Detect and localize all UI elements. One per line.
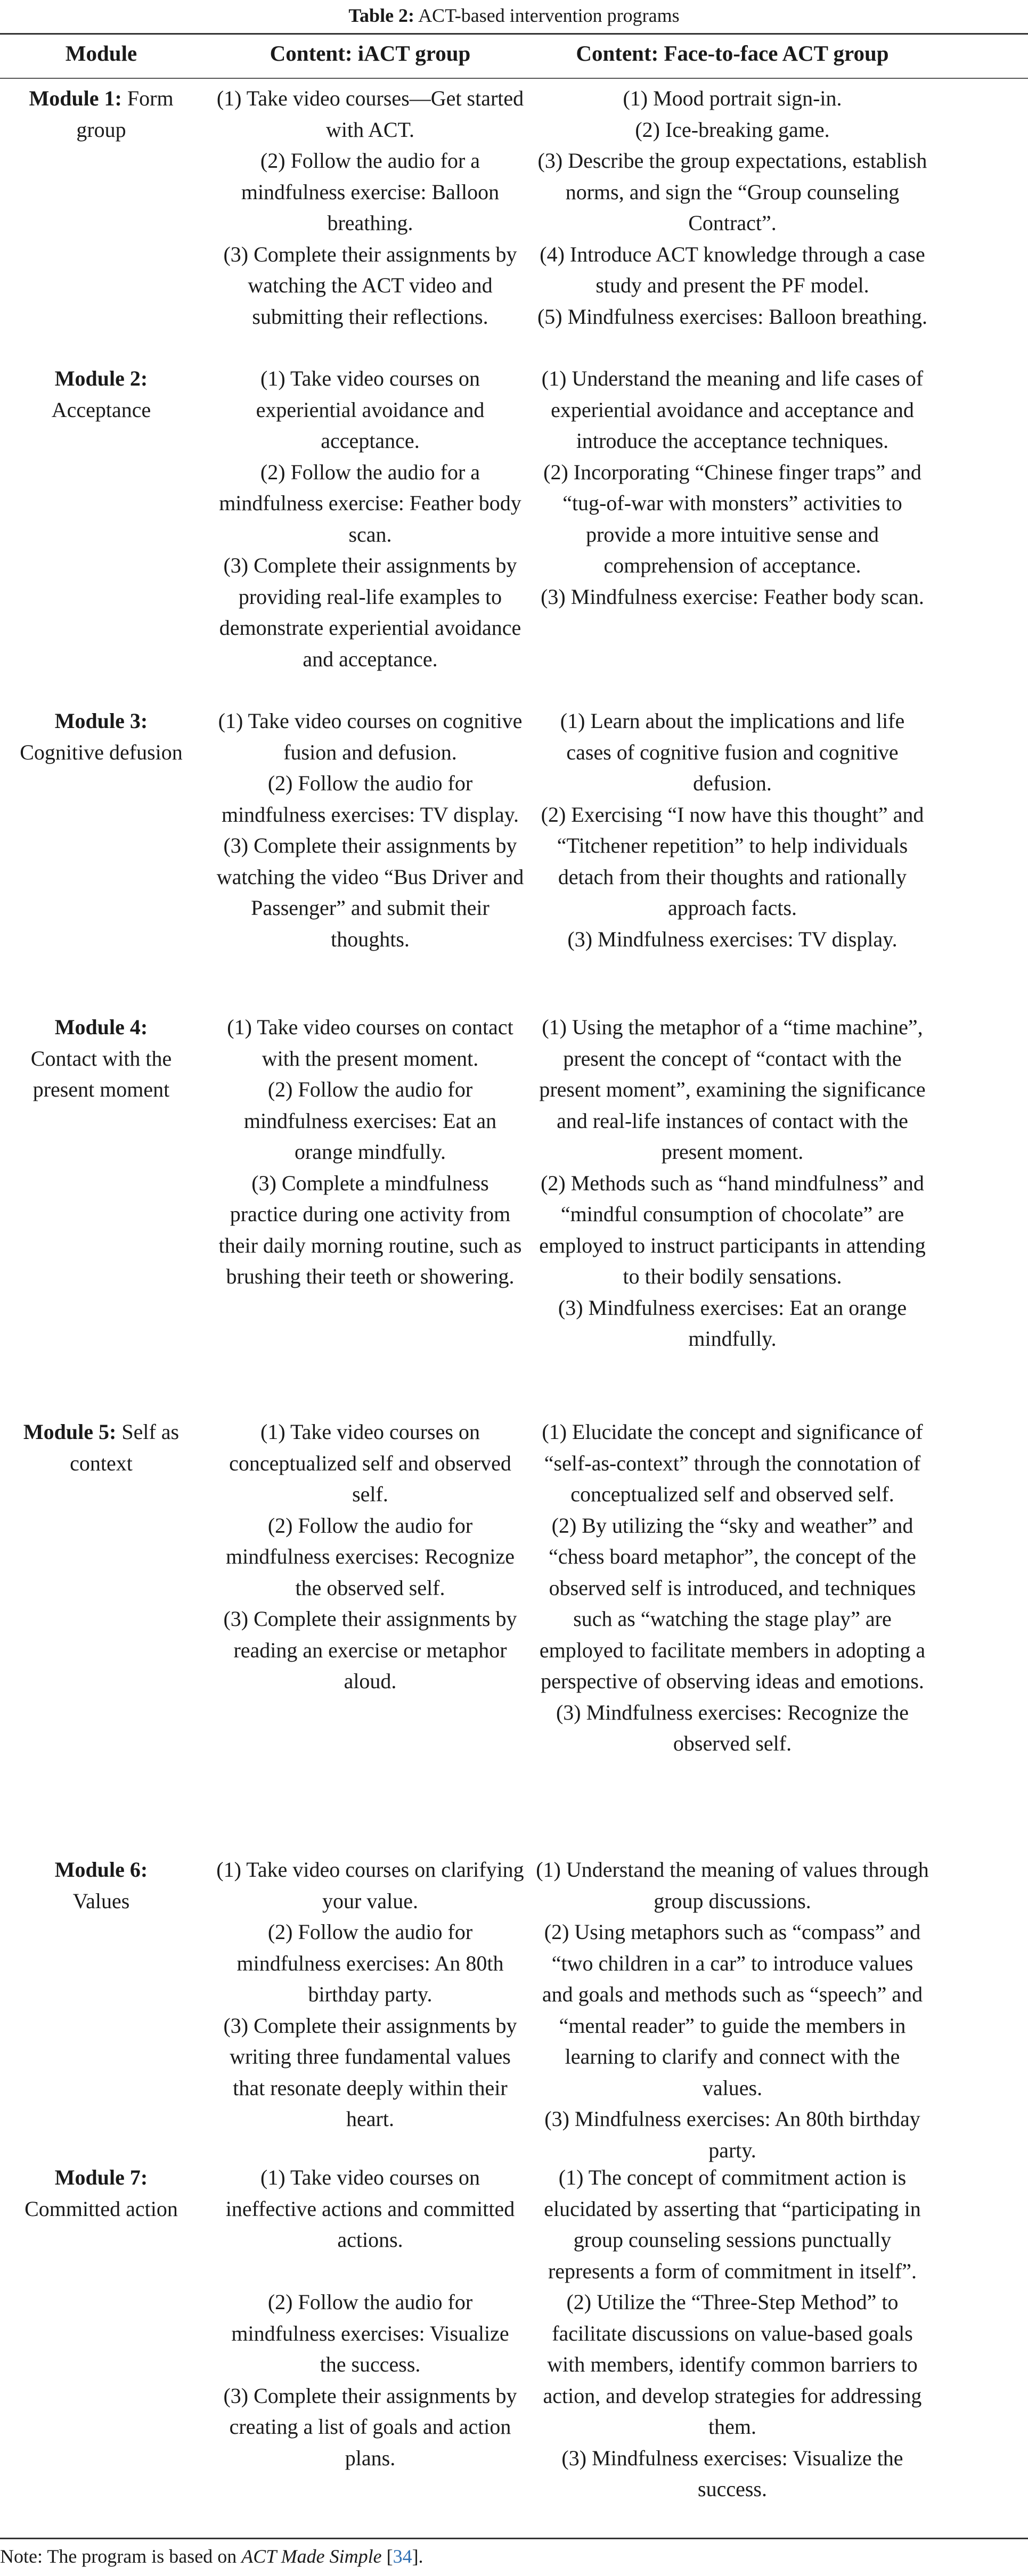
note-prefix: Note: The program is based on <box>0 2546 242 2567</box>
content-item: (3) Complete their assignments by writing three fundamental values that resonate deeply within their heart. <box>223 2013 517 2131</box>
content-item: (3) Complete their assignments by watching the video “Bus Driver and Passenger” and submit their thoughts. <box>216 833 524 951</box>
content-item: (2) Utilize the “Three-Step Method” to facilitate discussions on value-based goals with members, identify common barriers to action, and develop strategies for addressing them. <box>543 2290 922 2439</box>
content-item: (1) Understand the meaning and life cases of experiential avoidance and acceptance and introduce the acceptance techniques. <box>541 366 924 453</box>
content-item: (1) Using the metaphor of a “time machine”, present the concept of “contact with the present moment”, examining the significance and real-life instances of contact with the present moment. <box>539 1015 926 1164</box>
content-item: (1) Learn about the implications and life cases of cognitive fusion and cognitive defusion. <box>560 709 905 795</box>
module-cell <box>5 1012 197 1106</box>
content-item: (1) Take video courses on conceptualized self and observed self. <box>229 1420 511 1506</box>
content-item: (1) Take video courses on ineffective actions and committed actions. <box>225 2165 515 2252</box>
content-item: (1) Mood portrait sign-in. <box>623 86 842 110</box>
content-item: (3) Mindfulness exercises: Recognize the observed self. <box>556 1700 909 1755</box>
f2f-content-cell <box>535 1417 929 1760</box>
f2f-content-cell <box>535 1854 929 2166</box>
content-item: (2) Follow the audio for mindfulness exercises: Eat an orange mindfully. <box>243 1077 497 1164</box>
content-item: (2) Follow the audio for mindfulness exercises: TV display. <box>221 771 519 827</box>
module-number: Module 3: <box>54 709 148 733</box>
iact-content-cell <box>216 706 525 955</box>
table-title: ACT-based intervention programs <box>418 5 680 26</box>
content-item: (3) Mindfulness exercise: Feather body scan. <box>541 584 924 609</box>
content-item: (3) Complete their assignments by providing real-life examples to demonstrate experiential avoidance and acceptance. <box>219 553 521 671</box>
note-book-title: ACT Made Simple <box>241 2546 382 2567</box>
content-item: (2) By utilizing the “sky and weather” and “chess board metaphor”, the concept of the observed self is introduced, and techniques such as “watching the stage play” are employed to facilitate members in adopting a perspective of observing ideas and emotions. <box>539 1513 926 1693</box>
module-title: Contact with the present moment <box>30 1046 172 1101</box>
column-header-module: Module <box>65 41 137 66</box>
content-item: (5) Mindfulness exercises: Balloon breathing. <box>537 304 928 329</box>
f2f-content-cell <box>535 1012 929 1355</box>
content-item: (2) Follow the audio for mindfulness exercises: An 80th birthday party. <box>236 1920 504 2006</box>
iact-content-cell <box>216 1417 525 1697</box>
module-title: Acceptance <box>51 397 151 422</box>
content-item: (3) Complete their assignments by creating a list of goals and action plans. <box>223 2383 517 2470</box>
iact-content-cell <box>216 1012 525 1293</box>
content-item: (1) Take video courses on cognitive fusion and defusion. <box>218 709 523 764</box>
module-cell <box>5 1854 197 1917</box>
f2f-content-cell <box>535 83 929 332</box>
top-rule <box>0 33 1028 35</box>
f2f-content-cell <box>535 706 929 955</box>
content-item: (2) Follow the audio for mindfulness exercises: Visualize the success. <box>231 2290 509 2376</box>
content-item: (3) Complete a mindfulness practice during one activity from their daily morning routine, such as brushing their teeth or showering. <box>218 1171 522 1288</box>
module-title: Self as context <box>70 1420 180 1475</box>
module-number: Module 6: <box>54 1858 148 1882</box>
iact-content-cell <box>216 2162 525 2474</box>
table-caption <box>0 2 1028 29</box>
iact-content-cell <box>216 83 525 332</box>
content-item: (3) Mindfulness exercises: An 80th birthday party. <box>544 2107 920 2162</box>
module-cell <box>5 83 197 145</box>
iact-content-cell <box>216 363 525 675</box>
column-header-iact: Content: iACT group <box>270 41 471 66</box>
citation-link[interactable]: 34 <box>393 2546 412 2567</box>
module-cell <box>5 2162 197 2225</box>
module-number: Module 4: <box>54 1015 148 1039</box>
content-item: (1) Understand the meaning of values through group discussions. <box>536 1858 929 1913</box>
module-cell <box>5 363 197 426</box>
module-cell <box>5 706 197 768</box>
f2f-content-cell <box>535 2162 929 2505</box>
content-item: (2) Follow the audio for a mindfulness exercise: Balloon breathing. <box>241 149 500 235</box>
content-item: (3) Mindfulness exercises: Visualize the success. <box>561 2446 903 2501</box>
content-item: (3) Describe the group expectations, establish norms, and sign the “Group counseling Contract”. <box>537 149 927 235</box>
content-item: (1) Take video courses—Get started with ACT. <box>216 86 524 142</box>
content-item: (2) Follow the audio for mindfulness exercises: Recognize the observed self. <box>225 1513 515 1600</box>
content-item: (2) Methods such as “hand mindfulness” and “mindful consumption of chocolate” are employed to instruct participants in attending to their bodily sensations. <box>539 1171 926 1288</box>
module-title: Committed action <box>25 2196 178 2221</box>
table-label: Table 2: <box>348 5 415 26</box>
iact-content-cell <box>216 1854 525 2135</box>
content-item: (3) Complete their assignments by watching the ACT video and submitting their reflections. <box>223 242 517 329</box>
f2f-content-cell <box>535 363 929 612</box>
note-ref-open: [ <box>381 2546 393 2567</box>
module-title: Cognitive defusion <box>20 740 183 764</box>
content-item: (3) Mindfulness exercises: Eat an orange mindfully. <box>558 1295 907 1351</box>
module-number: Module 1: <box>29 86 122 110</box>
content-item: (2) Ice-breaking game. <box>635 117 830 142</box>
table-note <box>0 2543 423 2570</box>
column-header-f2f: Content: Face-to-face ACT group <box>576 41 889 66</box>
content-item: (1) Elucidate the concept and significance of “self-as-context” through the connotation of conceptualized self and observed self. <box>542 1420 923 1506</box>
content-item: (4) Introduce ACT knowledge through a case study and present the PF model. <box>540 242 925 297</box>
content-item: (1) Take video courses on experiential avoidance and acceptance. <box>256 366 485 453</box>
content-item: (1) The concept of commitment action is elucidated by asserting that “participating in group counseling sessions punctually represents a form of commitment in itself”. <box>544 2165 921 2283</box>
module-title: Values <box>72 1888 130 1913</box>
content-item: (1) Take video courses on clarifying your value. <box>216 1858 524 1913</box>
module-number: Module 5: <box>23 1420 117 1444</box>
header-rule <box>0 78 1028 79</box>
module-number: Module 2: <box>54 366 148 390</box>
content-item: (2) Follow the audio for a mindfulness exercise: Feather body scan. <box>219 460 521 546</box>
module-title: Form group <box>76 86 174 142</box>
module-number: Module 7: <box>54 2165 148 2189</box>
content-item: (2) Exercising “I now have this thought” and “Titchener repetition” to help individuals detach from their thoughts and rationally approach facts. <box>541 802 924 920</box>
content-item <box>216 2256 525 2287</box>
content-item: (2) Using metaphors such as “compass” and “two children in a car” to introduce values and goals and methods such as “speech” and “mental reader” to guide the members in learning to clarify and connect with the values. <box>542 1920 923 2100</box>
content-item: (2) Incorporating “Chinese finger traps” and “tug-of-war with monsters” activities to provide a more intuitive sense and comprehension of acceptance. <box>543 460 921 577</box>
content-item: (1) Take video courses on contact with the present moment. <box>227 1015 513 1070</box>
bottom-rule <box>0 2538 1028 2539</box>
module-cell <box>5 1417 197 1479</box>
note-ref-close: ]. <box>412 2546 423 2567</box>
content-item: (3) Mindfulness exercises: TV display. <box>567 927 898 951</box>
content-item: (3) Complete their assignments by reading an exercise or metaphor aloud. <box>223 1607 517 1693</box>
